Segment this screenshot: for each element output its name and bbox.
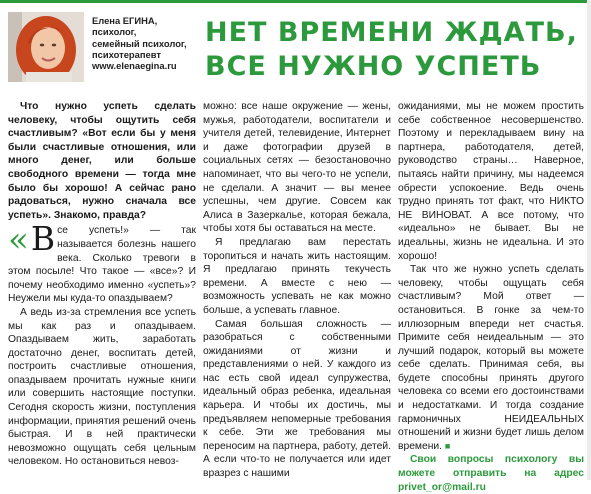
paragraph: можно: все наше окружение — жены, мужья, работодатели, воспитатели и учителя детей, телевидение, Интернет и даже фотографии друзей в социальных сетях — безостановочно напоминает, что вы чего-то не успели, не сделали. А значит — вы менее успешны, чем другие. Совсем как Алиса в Зазеркалье, которая бежала, чтобы хотя бы оставаться на месте. <box>203 101 391 235</box>
headline-line: ВСЕ НУЖНО УСПЕТЬ <box>205 51 542 82</box>
article-column-1 <box>8 100 196 469</box>
article-column-3 <box>398 100 584 494</box>
quote-mark: « <box>8 220 29 261</box>
closing-paragraph <box>398 263 584 453</box>
paragraph: ожиданиями, мы не можем простить себе собственное несовершенство. Поэтому и перекладываем вину на партнера, работодателя, детей, руководство страны… Наверное, пытаясь найти причину, мы надеемся обрести успокоение. Ведь очень трудно принять тот факт, что НИКТО НЕ ВИНОВАТ. А все потому, что «идеально» не бывает. Вы не идеальны, жизнь не идеальна. И это хорошо! <box>398 101 584 262</box>
paragraph-text: Так что же нужно успеть сделать человеку, чтобы ощущать себя счастливым? Мой ответ — остановиться. В гонке за чем-то иллюзорным впереди нет счастья. Примите себя неидеальным — это лучший подарок, который вы можете себе сделать. Принимая себя, вы будете способны принять другого человека со всеми его достоинствами и недостатками. И тогда создание гармоничных НЕИДЕАЛЬНЫХ отношений и жизни будет лишь делом времени. <box>398 264 584 452</box>
author-name: Елена ЕГИНА, <box>92 15 158 26</box>
paragraph: Я предлагаю вам перестать торопиться и начать жить настоящим. Я предлагаю принять текучесть времени. А вместе с нею — возможность успевать не как можно больше, а успевать главное. <box>203 236 391 316</box>
author-role: психолог, <box>92 26 137 38</box>
drop-cap: В <box>30 219 56 259</box>
article-lead: Что нужно успеть сделать человеку, чтобы ощутить себя счастливым? «Вот если бы у меня были счастливые отношения, или много денег, или больше свободного времени — тогда мне было бы хорошо! А сейчас рано радоваться, нужно сначала все успеть». Знакомо, правда? <box>8 101 196 221</box>
author-website: www.elenaegina.ru <box>92 60 177 72</box>
paragraph: А ведь из-за стремления все успеть мы как раз и опаздываем. Опаздываем жить, заработать достаточно денег, воспитать детей, построить счастливые отношения, опаздываем прочитать нужные книги или совершить настоящие поступки. Сегодня скорость жизни, поступления информации, принятия решений очень быстрая. И в ней практически невозможно ощущать себя цельным человеком. Но остановиться невоз- <box>8 306 196 468</box>
author-role: психотерапевт <box>92 48 161 60</box>
author-byline <box>92 15 202 71</box>
paragraph-text: се успеть!» — так называется болезнь нашего века. Сколько тревоги в этом посыле! Что такое — «все»? И почему необходимо именно «успеть»? Неужели мы куда-то опаздываем? <box>8 225 196 305</box>
article-column-2 <box>203 100 391 481</box>
author-photo <box>8 12 84 82</box>
article-headline <box>205 16 589 84</box>
top-accent-stripe <box>0 0 591 3</box>
contact-note: Свои вопросы психологу вы можете отправить на адрес privet_or@mail.ru <box>398 454 584 493</box>
author-role: семейный психолог, <box>92 37 187 49</box>
headline-line: НЕТ ВРЕМЕНИ ЖДАТЬ, <box>205 17 578 48</box>
opening-paragraph <box>8 219 196 306</box>
paragraph: Самая большая сложность — разобраться с собственными ожиданиями от жизни и представлениями о ней. У каждого из нас есть свой идеал супружества, идеальный образ ребенка, идеальная карьера. И чтобы их достичь, мы предъявляем непомерные требования к себе. Эти же требования мы переносим на партнера, работу, детей. А если что-то не получается или идет вразрез с нашими <box>203 318 391 480</box>
end-mark-icon: ■ <box>444 440 451 451</box>
